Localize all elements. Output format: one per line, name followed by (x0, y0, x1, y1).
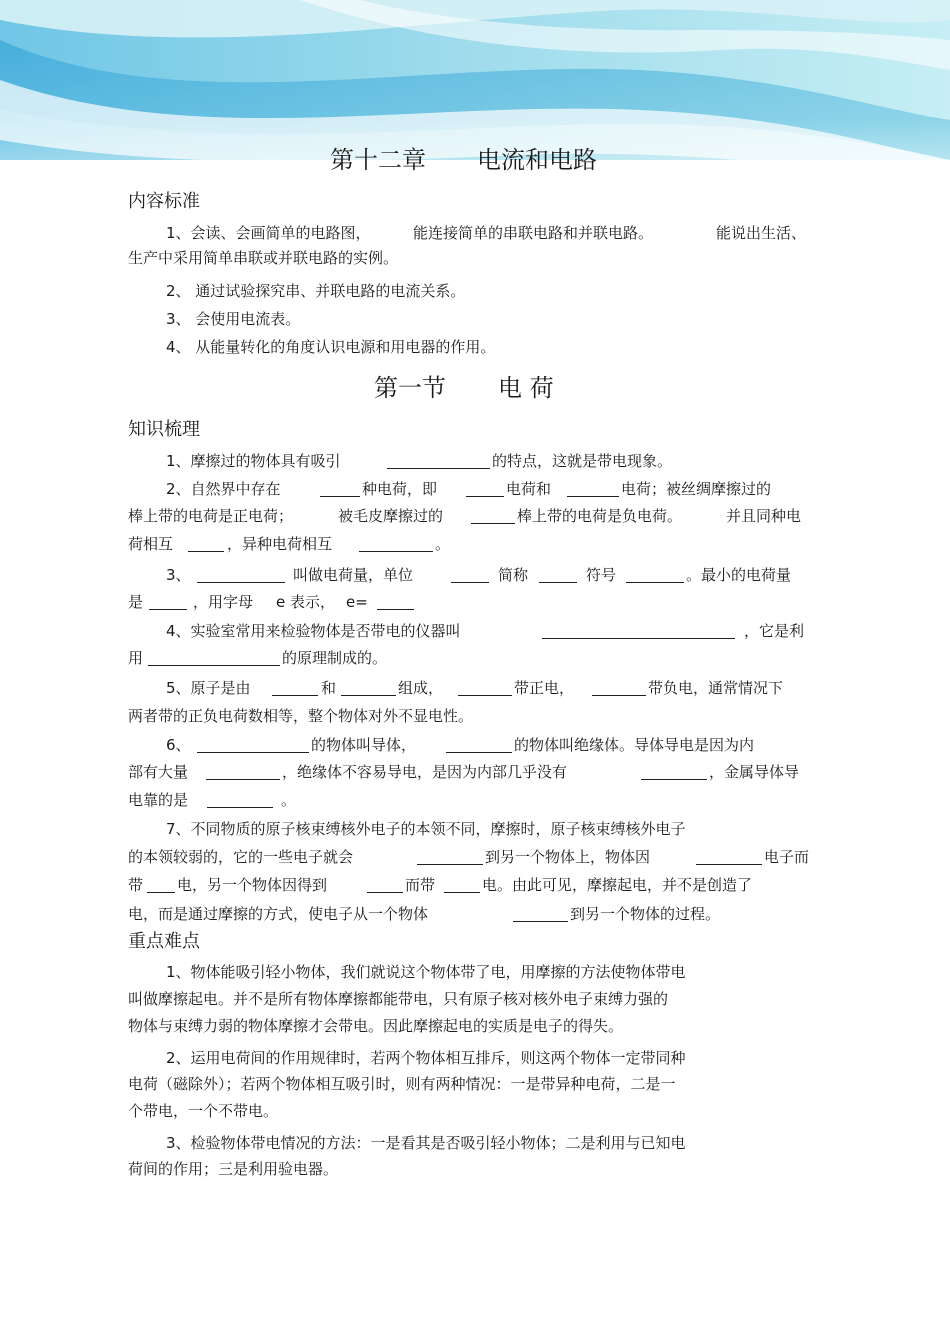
q2-text: 2、自然界中存在 (166, 480, 281, 498)
q6-text: 6、 (166, 736, 191, 754)
q6-text-g: 电靠的是 (128, 791, 189, 809)
standards-item-2: 2、 通过试验探究串、并联电路的电流关系。 (166, 282, 466, 300)
q6-text-c: 的物体叫绝缘体。导体导电是因为内 (514, 736, 755, 754)
q3-text-c: 简称 (498, 566, 529, 584)
standards-item-4: 4、 从能量转化的角度认识电源和用电器的作用。 (166, 338, 496, 356)
keypoint-1-line-3: 物体与束缚力弱的物体摩擦才会带电。因此摩擦起电的实质是电子的得失。 (128, 1017, 624, 1035)
q2-text-k: 。 (435, 535, 451, 553)
decorative-wave-banner (0, 0, 950, 260)
q4-blank-1[interactable] (542, 638, 735, 639)
q2-text-e: 棒上带的电荷是正电荷； (128, 507, 294, 525)
standards-item-1: 1、会读、会画简单的电路图， (166, 224, 371, 242)
q1-text: 1、摩擦过的物体具有吸引 (166, 452, 341, 470)
q3-text-b: 叫做电荷量，单位 (293, 566, 414, 584)
q5-text-f: 两者带的正负电荷数相等，整个物体对外不显电性。 (128, 707, 474, 725)
keypoint-3-line-2: 荷间的作用；三是利用验电器。 (128, 1160, 339, 1178)
standards-heading: 内容标准 (128, 191, 200, 212)
q4-text-c: 用 (128, 649, 144, 667)
q4-text-d: 的原理制成的。 (282, 649, 388, 667)
q2-blank-5[interactable] (188, 551, 224, 552)
section-title: 电 荷 (498, 374, 554, 402)
q7-text-h: 电。由此可见，摩擦起电，并不是创造了 (482, 876, 753, 894)
q7-blank-2[interactable] (696, 864, 762, 865)
q6-text-e: ，绝缘体不容易导电，是因为内部几乎没有 (282, 763, 568, 781)
keypoints-heading: 重点难点 (128, 931, 200, 952)
q2-blank-3[interactable] (567, 496, 619, 497)
q7-text-f: 电，另一个物体因得到 (177, 876, 328, 894)
q6-blank-4[interactable] (641, 779, 707, 780)
q5-text-c: 组成， (398, 679, 444, 697)
q4-text: 4、实验室常用来检验物体是否带电的仪器叫 (166, 622, 461, 640)
q3-text-h: e 表示， (276, 593, 335, 611)
q5-blank-1[interactable] (272, 695, 318, 696)
q5-blank-2[interactable] (341, 695, 396, 696)
keypoint-1-line-1: 1、物体能吸引轻小物体，我们就说这个物体带了电，用摩擦的方法使物体带电 (166, 963, 686, 981)
q2-text-c: 电荷和 (506, 480, 552, 498)
keypoint-2-line-1: 2、运用电荷间的作用规律时，若两个物体相互排斥，则这两个物体一定带同种 (166, 1049, 686, 1067)
q2-blank-4[interactable] (471, 523, 515, 524)
q2-blank-2[interactable] (466, 496, 504, 497)
q3-text-e: 。最小的电荷量 (686, 566, 792, 584)
q3-blank-2[interactable] (451, 582, 489, 583)
q7-text-b: 的本领较弱的，它的一些电子就会 (128, 848, 354, 866)
q3-text: 3、 (166, 566, 191, 584)
q2-text-i: 荷相互 (128, 535, 174, 553)
q2-text-d: 电荷；被丝绸摩擦过的 (621, 480, 772, 498)
q2-blank-1[interactable] (320, 496, 360, 497)
q6-text-b: 的物体叫导体， (311, 736, 417, 754)
section-number: 第一节 (374, 374, 446, 402)
q7-text: 7、不同物质的原子核束缚核外电子的本领不同，摩擦时，原子核束缚核外电子 (166, 820, 686, 838)
keypoint-3-line-1: 3、检验物体带电情况的方法：一是看其是否吸引轻小物体；二是利用与已知电 (166, 1134, 686, 1152)
q5-text-b: 和 (321, 679, 337, 697)
knowledge-heading: 知识梳理 (128, 419, 200, 440)
q6-text-f: ，金属导体导 (709, 763, 800, 781)
chapter-title: 电流和电路 (477, 146, 597, 174)
q2-text-f: 被毛皮摩擦过的 (338, 507, 444, 525)
q3-text-f: 是 (128, 593, 144, 611)
q7-blank-1[interactable] (417, 864, 483, 865)
standards-item-1b: 能连接简单的串联电路和并联电路。 (413, 224, 654, 242)
q3-blank-5[interactable] (149, 609, 187, 610)
q3-blank-1[interactable] (197, 582, 285, 583)
q5-text: 5、原子是由 (166, 679, 251, 697)
standards-item-1-cont: 生产中采用简单串联或并联电路的实例。 (128, 249, 399, 267)
q3-blank-6[interactable] (377, 609, 414, 610)
q7-text-i: 电，而是通过摩擦的方式，使电子从一个物体 (128, 905, 429, 923)
q2-text-b: 种电荷，即 (362, 480, 438, 498)
q6-text-d: 部有大量 (128, 763, 189, 781)
q7-text-d: 电子而 (764, 848, 810, 866)
q6-blank-3[interactable] (206, 779, 280, 780)
q2-text-h: 并且同种电 (726, 507, 802, 525)
q6-blank-1[interactable] (197, 752, 309, 753)
q4-text-b: ，它是利 (744, 622, 805, 640)
keypoint-1-line-2: 叫做摩擦起电。并不是所有物体摩擦都能带电，只有原子核对核外电子束缚力强的 (128, 990, 669, 1008)
q7-text-g: 而带 (405, 876, 436, 894)
standards-item-1c: 能说出生活、 (716, 224, 807, 242)
q7-blank-4[interactable] (367, 892, 403, 893)
q7-blank-6[interactable] (513, 921, 568, 922)
q3-blank-4[interactable] (626, 582, 684, 583)
q5-text-d: 带正电， (514, 679, 575, 697)
keypoint-2-line-2: 电荷（磁除外）；若两个物体相互吸引时，则有两种情况：一是带异种电荷，二是一 (128, 1075, 676, 1093)
q5-text-e: 带负电，通常情况下 (648, 679, 784, 697)
keypoint-2-line-3: 个带电，一个不带电。 (128, 1102, 279, 1120)
q6-text-h: 。 (281, 791, 297, 809)
q3-text-d: 符号 (586, 566, 617, 584)
q2-blank-6[interactable] (359, 551, 433, 552)
q3-blank-3[interactable] (539, 582, 577, 583)
standards-item-3: 3、 会使用电流表。 (166, 310, 301, 328)
q1-blank[interactable] (387, 468, 490, 469)
q7-text-c: 到另一个物体上，物体因 (485, 848, 651, 866)
q1-text-b: 的特点，这就是带电现象。 (492, 452, 673, 470)
q4-blank-2[interactable] (148, 665, 280, 666)
q7-blank-3[interactable] (147, 892, 175, 893)
q6-blank-2[interactable] (446, 752, 512, 753)
q7-text-j: 到另一个物体的过程。 (570, 905, 721, 923)
q2-text-j: ，异种电荷相互 (227, 535, 333, 553)
q2-text-g: 棒上带的电荷是负电荷。 (517, 507, 683, 525)
q7-text-e: 带 (128, 876, 144, 894)
q6-blank-5[interactable] (207, 807, 273, 808)
q3-text-i: e= (346, 593, 368, 611)
q5-blank-4[interactable] (592, 695, 646, 696)
q3-text-g: ，用字母 (193, 593, 254, 611)
q5-blank-3[interactable] (458, 695, 512, 696)
q7-blank-5[interactable] (444, 892, 480, 893)
chapter-number: 第十二章 (330, 146, 426, 174)
